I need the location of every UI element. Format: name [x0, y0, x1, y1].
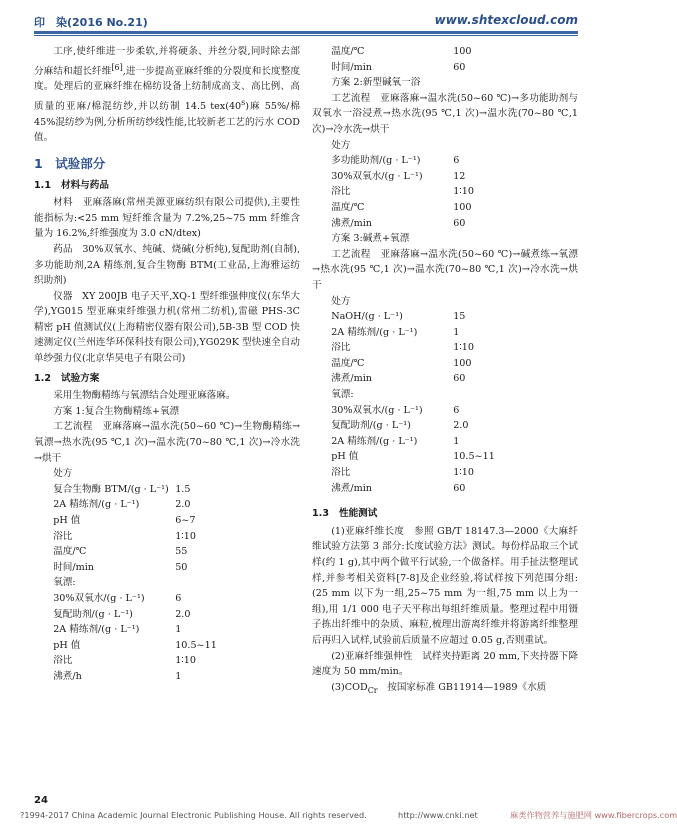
journal-issue: 印 染(2016 No.21) [34, 16, 148, 29]
section-1-heading: 1 试验部分 [34, 155, 106, 171]
footer-watermark: 麻类作物营养与施肥网 www.fibercrops.com [510, 810, 677, 820]
recipe-item: 复配助剂/(g · L⁻¹) [53, 608, 133, 620]
recipe-row [34, 560, 300, 576]
recipe-item: 复配助剂/(g · L⁻¹) [331, 420, 411, 432]
materials-paragraph: 材料 亚麻落麻(常州美源亚麻纺织有限公司提供),主要性能指标为:<25 mm 短纤维含量为 7.2%,25~75 mm 纤维含量为 16.2%,纤维强度为 3.0 cN/dtex) [34, 197, 300, 240]
recipe-value: 55 [175, 546, 188, 558]
plan3-title: 方案 3:碱煮+氧漂 [331, 233, 410, 245]
recipe-value: 1∶10 [453, 342, 474, 354]
recipe-item: 浴比 [53, 530, 73, 542]
recipe-row [34, 653, 300, 669]
recipe-item: 沸煮/h [53, 670, 82, 682]
recipe-row [34, 544, 300, 560]
recipe-row [312, 60, 578, 76]
recipe-row [312, 169, 578, 185]
recipe-value: 1∶10 [453, 186, 474, 198]
recipe-value: 1∶10 [175, 530, 196, 542]
recipe-row [34, 591, 300, 607]
plan2-recipe-label: 处方 [331, 139, 351, 151]
recipe-item: 30%双氧水/(g · L⁻¹) [331, 404, 423, 416]
recipe-row [312, 481, 578, 497]
plan1-bleach-table [34, 591, 300, 685]
plan3-recipe-label: 处方 [331, 295, 351, 307]
recipe-item: pH 值 [53, 639, 81, 651]
recipe-row [312, 434, 578, 450]
recipe-item: 浴比 [53, 655, 73, 667]
recipe-value: 60 [453, 61, 466, 73]
recipe-item: 30%双氧水/(g · L⁻¹) [331, 170, 423, 182]
recipe-item: 2A 精练剂/(g · L⁻¹) [53, 624, 140, 636]
recipe-row [312, 200, 578, 216]
plan1-bleach-label: 氧漂: [53, 577, 76, 589]
recipe-value: 15 [453, 311, 466, 323]
recipe-value: 100 [453, 46, 472, 57]
recipe-row [34, 622, 300, 638]
scheme-intro: 采用生物酶精练与氧漂结合处理亚麻落麻。 [53, 390, 236, 402]
recipe-item: 多功能助剂/(g · L⁻¹) [331, 155, 421, 167]
recipe-value: 60 [453, 482, 466, 494]
recipe-value: 1∶10 [453, 467, 474, 479]
recipe-item: 30%双氧水/(g · L⁻¹) [53, 592, 145, 604]
recipe-value: 1.5 [175, 483, 191, 495]
recipe-item: 温度/℃ [53, 546, 87, 558]
recipe-value: 6 [453, 155, 460, 167]
recipe-value: 10.5~11 [175, 639, 217, 651]
plan1-recipe-table [34, 482, 300, 576]
recipe-value: 6~7 [175, 515, 196, 526]
recipe-value: 6 [175, 592, 182, 604]
recipe-value: 100 [453, 201, 472, 213]
recipe-row [312, 418, 578, 434]
footer-copyright: ?1994-2017 China Academic Journal Electronic Publishing House. All rights reserved. [20, 810, 367, 820]
recipe-item: 时间/min [53, 561, 94, 573]
plan1-recipe-label: 处方 [53, 468, 73, 480]
recipe-item: 时间/min [331, 61, 372, 73]
recipe-item: 温度/℃ [331, 201, 365, 213]
plan2-title: 方案 2:新型碱氧一浴 [331, 77, 421, 89]
recipe-value: 100 [453, 357, 472, 369]
recipe-row [312, 356, 578, 372]
recipe-row [312, 325, 578, 341]
recipe-item: 2A 精练剂/(g · L⁻¹) [331, 326, 418, 338]
chemicals-paragraph: 药品 30%双氧水、纯碱、烧碱(分析纯),复配助剂(自制),多功能助剂,2A 精练剂,复合生物酶 BTM(工业品,上海雅运纺织助剂) [34, 243, 300, 287]
recipe-row [34, 482, 300, 498]
journal-website: www.shtexcloud.com [434, 13, 578, 27]
recipe-item: 浴比 [331, 342, 351, 354]
recipe-item: 温度/℃ [331, 357, 365, 369]
recipe-item: 沸煮/min [331, 217, 372, 229]
recipe-value: 1 [175, 624, 182, 636]
recipe-value: 1∶10 [175, 655, 196, 667]
plan2-recipe-table [312, 153, 578, 231]
recipe-row [312, 184, 578, 200]
test-length-paragraph: (1)亚麻纤维长度 参照 GB/T 18147.3—2000《大麻纤维试验方法第 3 部分:长度试验方法》测试。每份样品取三个试样(约 1 g),其中两个做平行试验,一个做备样。用手扯法整理试样,并参考相关资料[7-8]及企业经验,将试样按下列范围分组:(25 mm 以下为一组,25~75 mm 为一组,75 mm 以上为一组),用 1/1 000 电子天平称出每组纤维质量。整理过程中用镊子拣出纤维中的杂质、麻粒,梳理出游离纤维并将游离纤维整理后再归入试样,试验前后质量不应超过 0.05 g,否则重试。 [312, 525, 578, 646]
recipe-row [34, 607, 300, 623]
test-strength-paragraph: (2)亚麻纤维强伸性 试样夹持距离 20 mm,下夹持器下降速度为 50 mm/min。 [312, 650, 578, 678]
running-header [34, 10, 578, 32]
recipe-value: 2.0 [175, 499, 191, 511]
intro-paragraph: 工序,使纤维进一步柔软,并将硬条、并丝分裂,同时除去部分麻结和超长纤维[6],进一步提高亚麻纤维的分裂度和长度整度度。处理后的亚麻纤维在棉纺设备上纺制成高支、高比例、高质量的亚麻/棉混纺纱,并以纺制 14.5 tex(40$^s$)麻 55%/棉 45%混纺纱为例,分析所纺纱线性能,比较新老工艺的污水 COD 值。 [34, 46, 300, 144]
recipe-value: 60 [453, 217, 466, 229]
plan2-flow: 工艺流程 亚麻落麻→温水洗(50~60 ℃)→多功能助剂与双氧水一浴浸煮→热水洗(95 ℃,1 次)→温水洗(70~80 ℃,1 次)→冷水洗→烘干 [312, 92, 578, 135]
header-rule [34, 31, 578, 34]
recipe-item: 温度/℃ [331, 46, 365, 57]
plan3-bleach-table [312, 403, 578, 497]
recipe-item: pH 值 [331, 451, 359, 463]
recipe-item: 浴比 [331, 467, 351, 479]
recipe-value: 6 [453, 404, 460, 416]
plan3-flow: 工艺流程 亚麻落麻→温水洗(50~60 ℃)→碱煮练→氧漂→热水洗(95 ℃,1 次)→温水洗(70~80 ℃,1 次)→冷水洗→烘干 [312, 248, 578, 291]
header-rule-thin [34, 35, 578, 36]
recipe-item: 浴比 [331, 186, 351, 198]
recipe-row [34, 529, 300, 545]
recipe-item: 复合生物酶 BTM/(g · L⁻¹) [53, 483, 169, 495]
footer-url: http://www.cnki.net [398, 810, 478, 820]
recipe-value: 10.5~11 [453, 451, 495, 463]
recipe-value: 2.0 [175, 608, 191, 620]
recipe-row [312, 340, 578, 356]
recipe-item: 2A 精练剂/(g · L⁻¹) [331, 435, 418, 447]
section-1-1-heading: 1.1 材料与药品 [34, 179, 109, 191]
recipe-item: NaOH/(g · L⁻¹) [331, 311, 403, 323]
recipe-row [312, 44, 578, 60]
section-1-3-heading: 1.3 性能测试 [312, 508, 378, 520]
test-cod-paragraph: $(3)COD_{Cr}$ 按国家标准 GB11914—1989《水质 [331, 681, 547, 695]
recipe-row [34, 638, 300, 654]
recipe-value: 1 [175, 670, 182, 682]
recipe-value: 1 [453, 435, 460, 447]
plan3-bleach-label: 氧漂: [331, 389, 354, 401]
recipe-value: 1 [453, 326, 460, 338]
plan3-recipe-table [312, 309, 578, 387]
recipe-row [312, 403, 578, 419]
page-number: 24 [34, 795, 48, 806]
recipe-row [312, 153, 578, 169]
recipe-row [312, 216, 578, 232]
recipe-value: 50 [175, 561, 188, 573]
plan1-bleach-table-cont [312, 44, 578, 75]
recipe-row [312, 371, 578, 387]
left-column [34, 44, 300, 685]
section-1-2-heading: 1.2 试验方案 [34, 372, 100, 384]
recipe-item: 2A 精练剂/(g · L⁻¹) [53, 499, 140, 511]
recipe-row [312, 465, 578, 481]
plan1-flow: 工艺流程 亚麻落麻→温水洗(50~60 ℃)→生物酶精练→氧漂→热水洗(95 ℃,1 次)→温水洗(70~80 ℃,1 次)→冷水洗→烘干 [34, 421, 300, 464]
recipe-item: pH 值 [53, 515, 81, 526]
recipe-value: 2.0 [453, 420, 469, 432]
recipe-row [312, 449, 578, 465]
recipe-value: 60 [453, 373, 466, 385]
recipe-item: 沸煮/min [331, 373, 372, 385]
right-column [312, 44, 578, 698]
plan1-title: 方案 1:复合生物酶精练+氧漂 [53, 405, 180, 417]
recipe-value: 12 [453, 170, 466, 182]
recipe-row [34, 669, 300, 685]
recipe-item: 沸煮/min [331, 482, 372, 494]
recipe-row [34, 513, 300, 529]
instruments-paragraph: 仪器 XY 200JB 电子天平,XQ-1 型纤维强伸度仪(东华大学),YG015 型亚麻束纤维强力机(常州二纺机),雷磁 PHS-3C 精密 pH 值测试仪(上海精密仪器有限公司),5B-3B 型 COD 快速测定仪(兰州连华环保科技有限公司),YG029K 型快速全自动单纱强力仪(北京华昊电子有限公司) [34, 290, 300, 365]
recipe-row [34, 497, 300, 513]
recipe-row [312, 309, 578, 325]
